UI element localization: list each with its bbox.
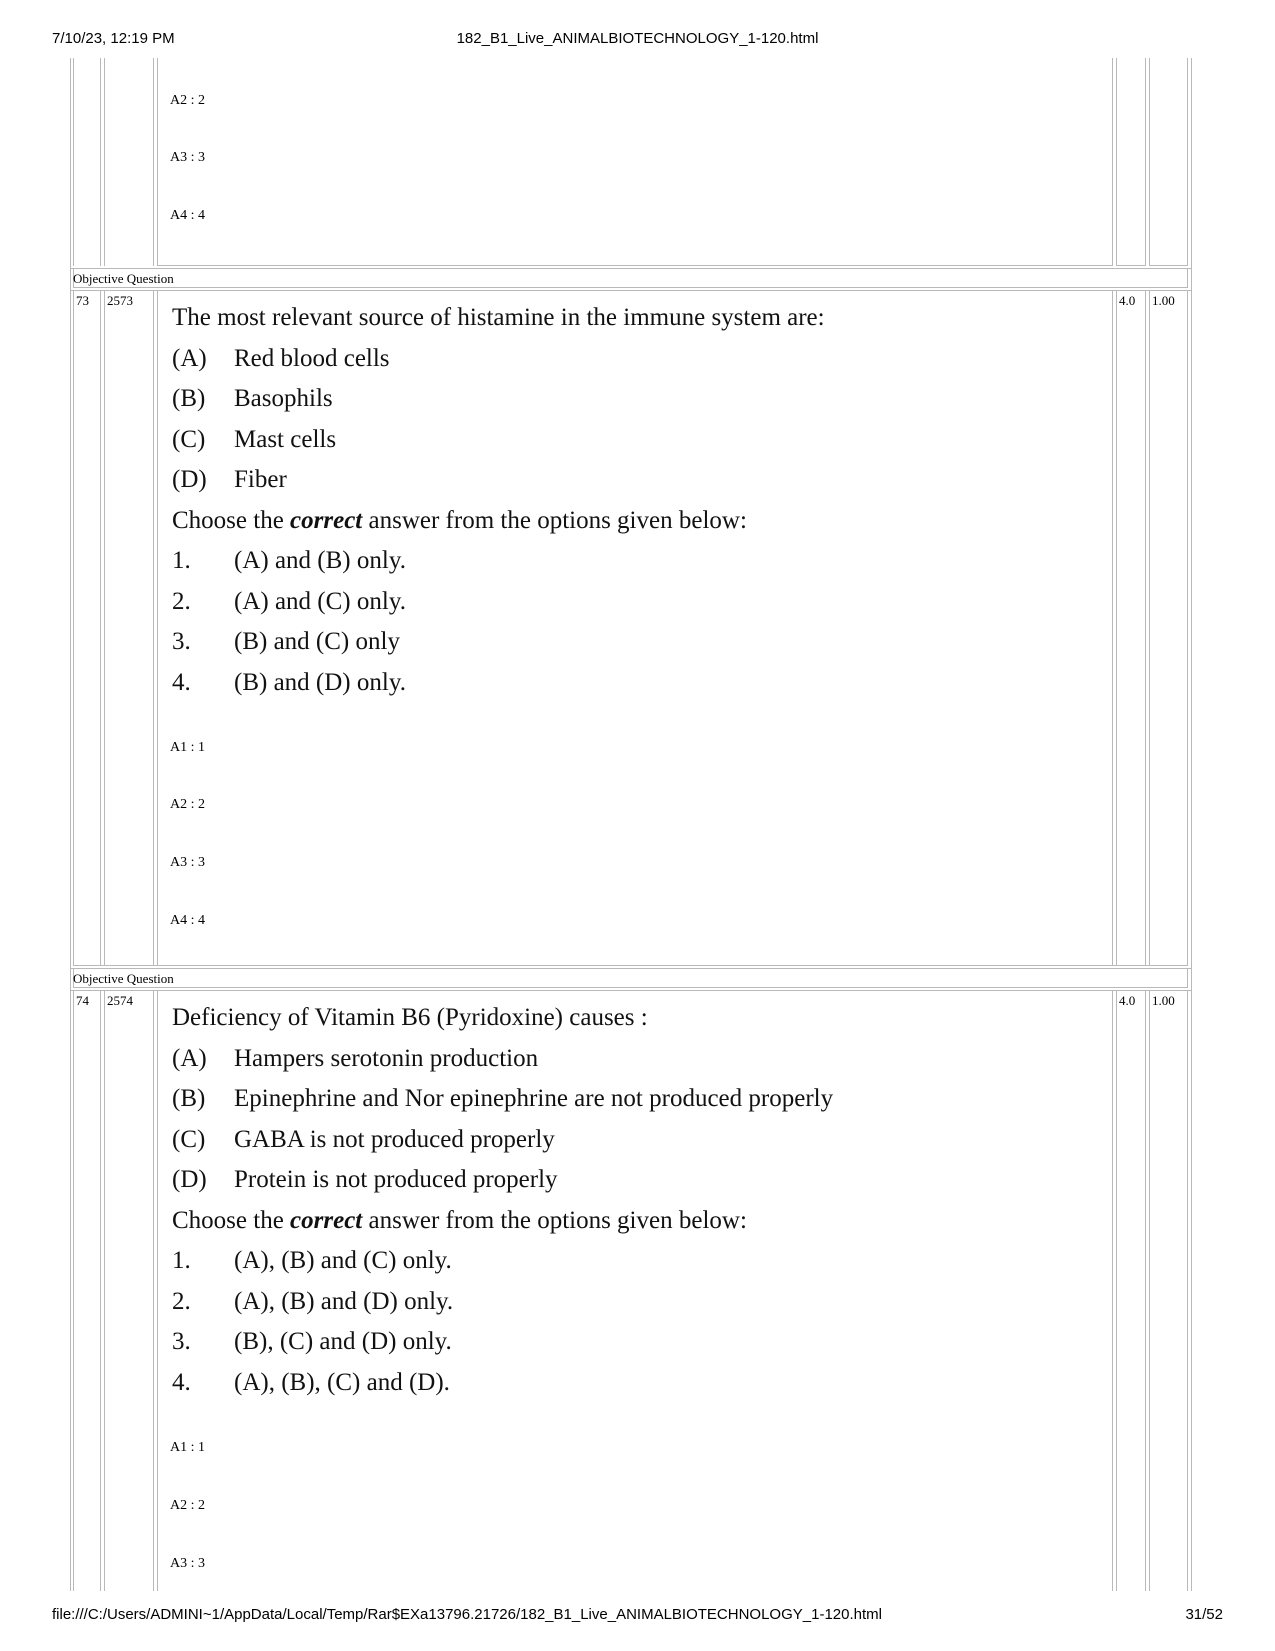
question-id: 2573 xyxy=(107,293,133,308)
choice-label: 1. xyxy=(172,1247,191,1274)
option xyxy=(172,1079,833,1120)
answer-option-4: A4 : 4 xyxy=(170,913,205,928)
choice xyxy=(172,582,825,623)
option-label: (A) xyxy=(172,1044,207,1072)
option xyxy=(172,1160,833,1201)
choice-label: 3. xyxy=(172,1328,191,1355)
choice xyxy=(172,663,825,704)
choice xyxy=(172,622,825,663)
choice xyxy=(172,1241,833,1282)
option-text: Epinephrine and Nor epinephrine are not produced properly xyxy=(234,1085,834,1112)
choice xyxy=(172,541,825,582)
option-text: Protein is not produced properly xyxy=(234,1166,558,1193)
choice xyxy=(172,1322,833,1363)
choice-label: 2. xyxy=(172,1287,191,1315)
question-marks: 4.0 xyxy=(1119,993,1136,1008)
choice-text: (B), (C) and (D) only. xyxy=(234,1328,452,1355)
option xyxy=(172,420,825,461)
option xyxy=(172,339,825,380)
answer-option-1: A1 : 1 xyxy=(170,1440,205,1455)
option-label: (D) xyxy=(172,466,207,493)
option-label: (B) xyxy=(172,1085,206,1112)
option-label: (B) xyxy=(172,385,206,412)
option-text: GABA is not produced properly xyxy=(234,1125,555,1153)
section-label: Objective Question xyxy=(73,271,174,286)
choice-label: 1. xyxy=(172,547,191,574)
option-label: (C) xyxy=(172,1125,206,1153)
choice xyxy=(172,1282,833,1323)
answer-option-2: A2 : 2 xyxy=(170,797,205,812)
question-text: Deficiency of Vitamin B6 (Pyridoxine) causes : xyxy=(172,1004,648,1031)
section-label: Objective Question xyxy=(73,971,174,986)
choice-label: 3. xyxy=(172,628,191,655)
option xyxy=(172,1039,833,1080)
print-footer-page-number: 31/52 xyxy=(1185,1606,1223,1623)
option-text: Mast cells xyxy=(234,425,337,453)
print-footer-path: file:///C:/Users/ADMINI~1/AppData/Local/Temp/Rar$EXa13796.21726/182_B1_Live_ANIMALBIOTECHNOLOGY_1-120.html xyxy=(52,1606,882,1623)
instruction-emphasis: correct xyxy=(290,1206,363,1234)
option xyxy=(172,379,825,420)
prev-answer-2: A2 : 2 xyxy=(170,93,205,108)
choice-text: (A), (B) and (C) only. xyxy=(234,1247,452,1274)
question-id: 2574 xyxy=(107,993,133,1008)
question-number: 74 xyxy=(76,993,89,1008)
question-body xyxy=(172,298,825,703)
choice-text: (A), (B), (C) and (D). xyxy=(234,1368,450,1396)
instruction-emphasis: correct xyxy=(290,506,363,534)
question-marks: 4.0 xyxy=(1119,293,1136,308)
choice-text: (B) and (D) only. xyxy=(234,668,406,696)
question-text: The most relevant source of histamine in the immune system are: xyxy=(172,304,825,331)
choice-text: (A) and (C) only. xyxy=(234,587,406,615)
choice-label: 4. xyxy=(172,1368,191,1396)
choice-label: 4. xyxy=(172,668,191,696)
answer-option-3: A3 : 3 xyxy=(170,855,205,870)
answer-option-2: A2 : 2 xyxy=(170,1498,205,1513)
option xyxy=(172,460,825,501)
choice-label: 2. xyxy=(172,587,191,615)
option-label: (C) xyxy=(172,425,206,453)
instruction: Choose the correct answer from the options given below: xyxy=(172,1206,747,1234)
choice-text: (B) and (C) only xyxy=(234,628,400,655)
question-body xyxy=(172,998,833,1403)
choice-text: (A), (B) and (D) only. xyxy=(234,1287,454,1315)
option-text: Hampers serotonin production xyxy=(234,1044,539,1072)
option xyxy=(172,1120,833,1161)
option-text: Basophils xyxy=(234,385,333,412)
option-label: (D) xyxy=(172,1166,207,1193)
option-text: Red blood cells xyxy=(234,344,390,372)
answer-option-1: A1 : 1 xyxy=(170,740,205,755)
answer-option-3: A3 : 3 xyxy=(170,1556,205,1571)
question-negative-marks: 1.00 xyxy=(1152,293,1175,308)
print-header-datetime: 7/10/23, 12:19 PM xyxy=(52,30,175,47)
option-text: Fiber xyxy=(234,466,287,493)
question-number: 73 xyxy=(76,293,89,308)
instruction: Choose the correct answer from the options given below: xyxy=(172,506,747,534)
prev-answer-3: A3 : 3 xyxy=(170,150,205,165)
prev-answer-4: A4 : 4 xyxy=(170,208,205,223)
option-label: (A) xyxy=(172,344,207,372)
choice xyxy=(172,1363,833,1404)
print-header-title: 182_B1_Live_ANIMALBIOTECHNOLOGY_1-120.html xyxy=(456,30,819,47)
question-negative-marks: 1.00 xyxy=(1152,993,1175,1008)
choice-text: (A) and (B) only. xyxy=(234,547,406,574)
